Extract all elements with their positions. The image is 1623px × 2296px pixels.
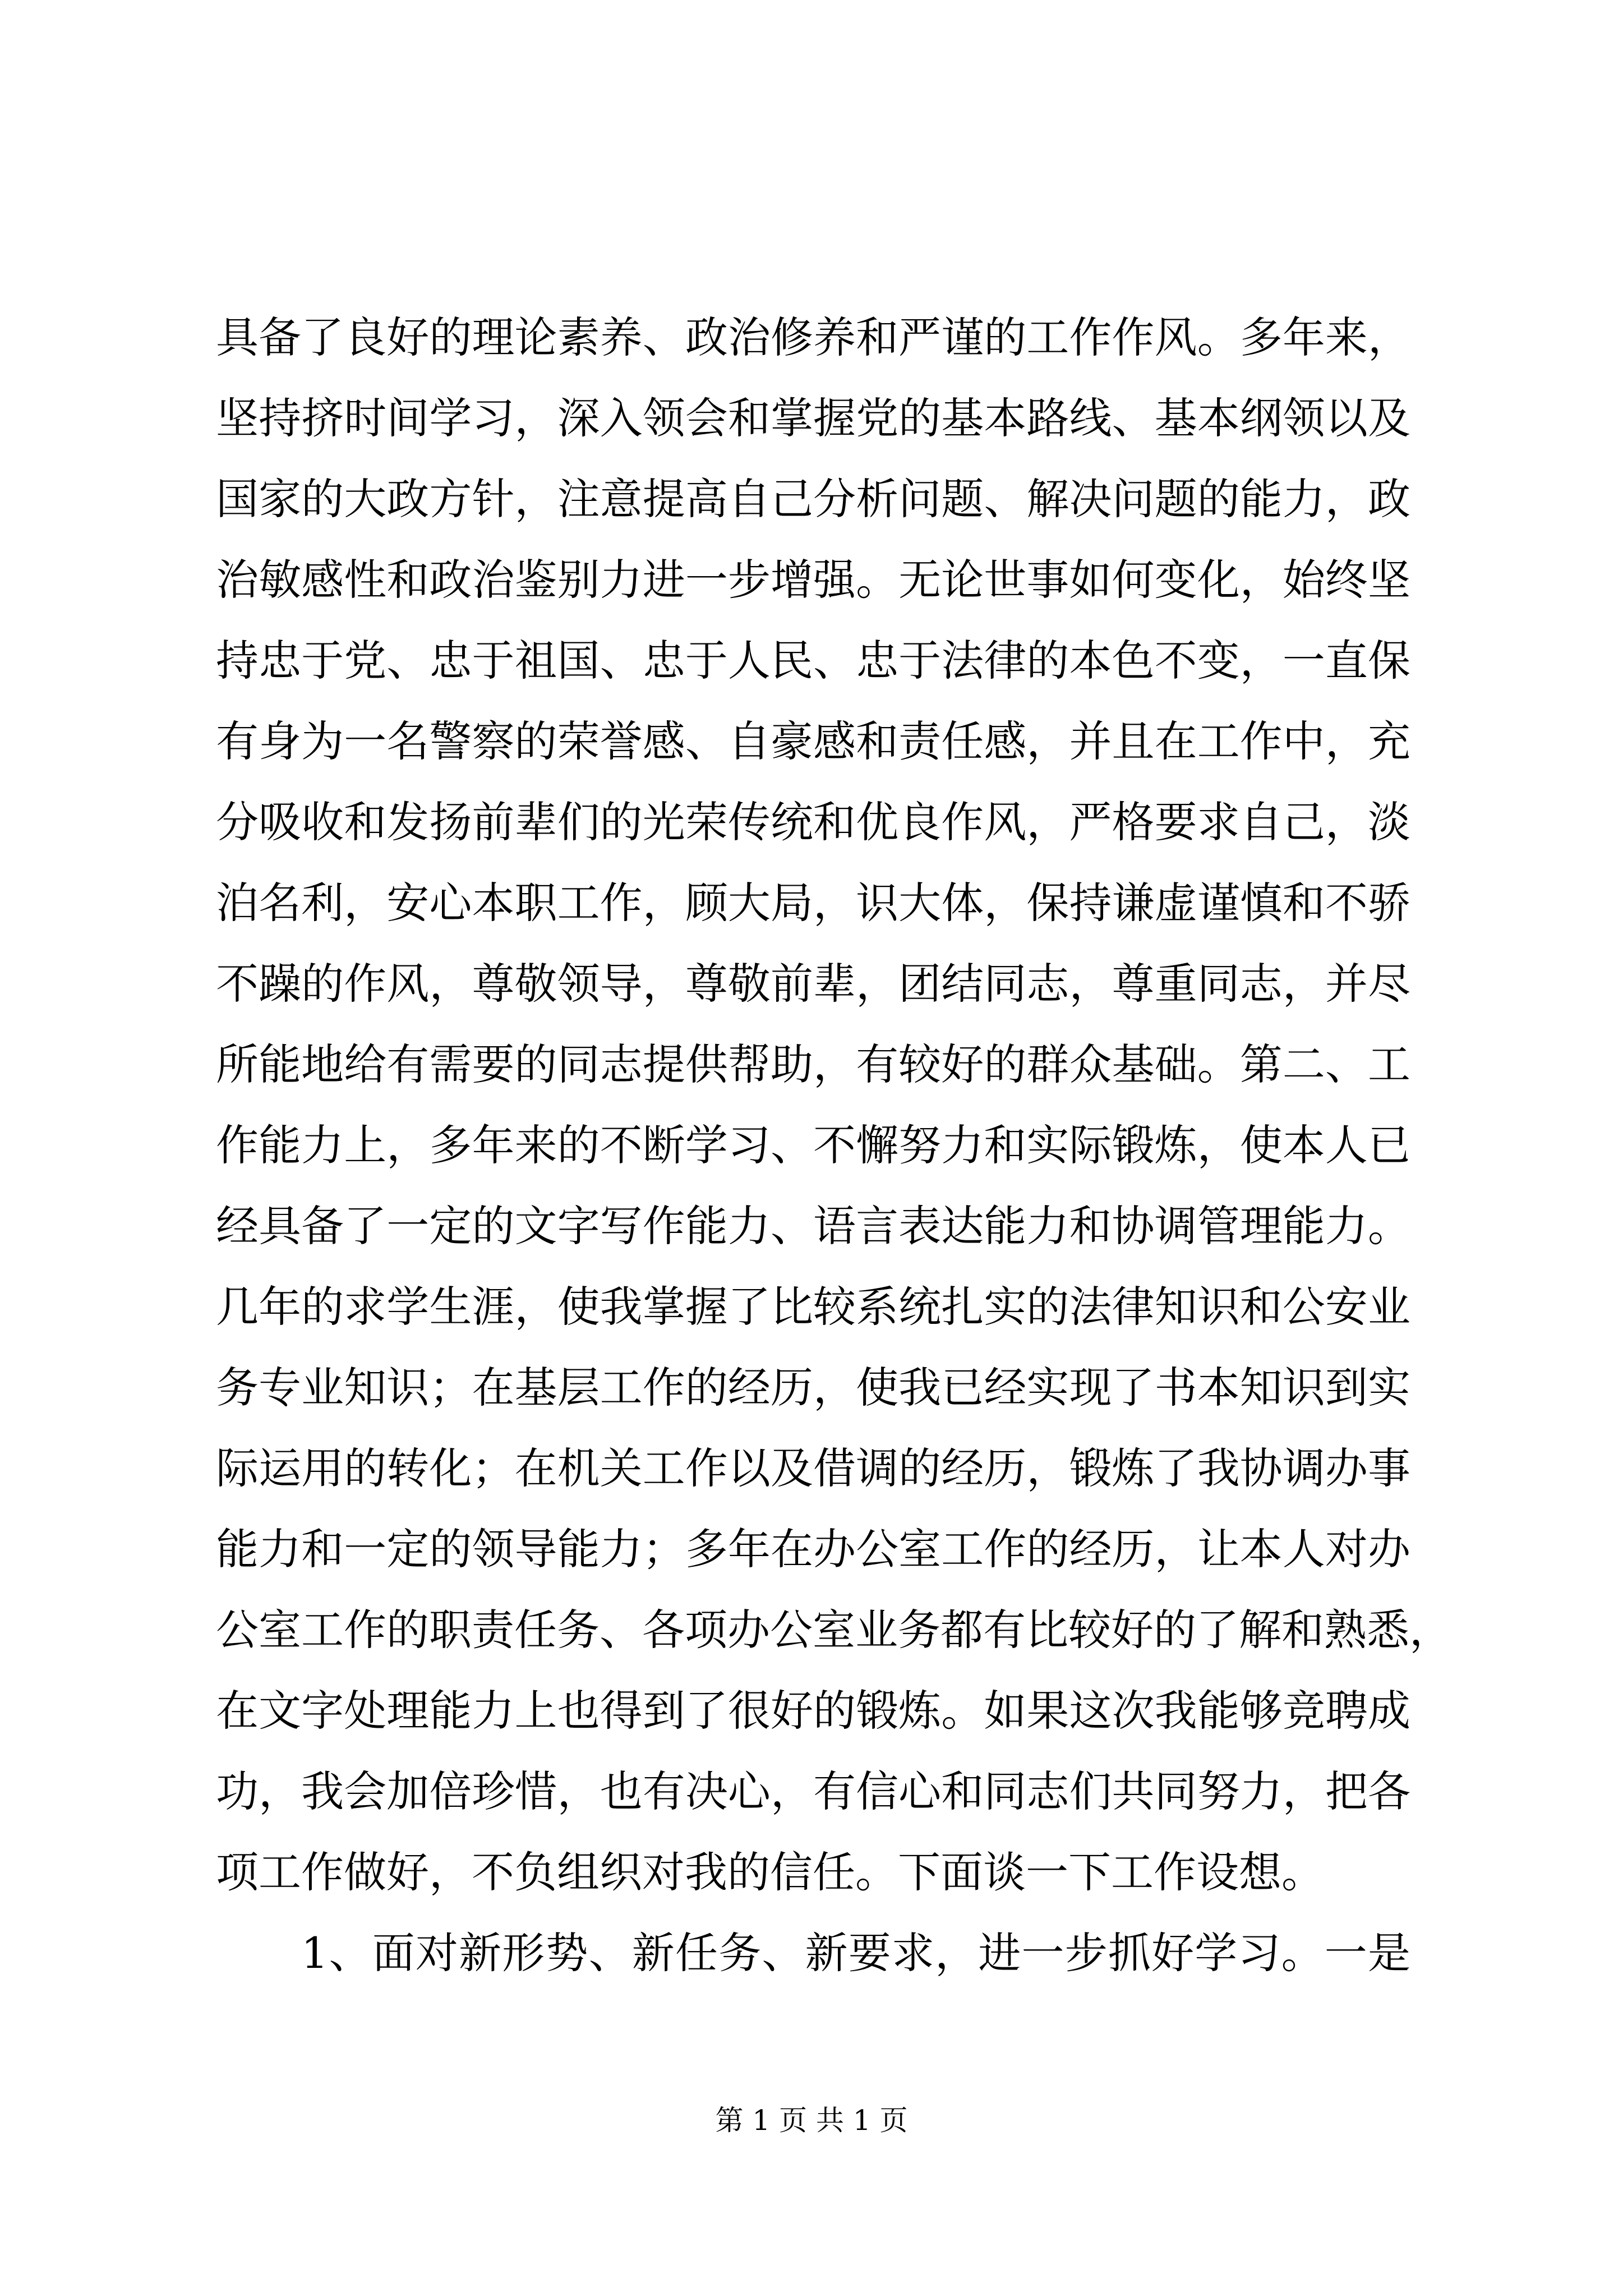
text-line-9: 不躁的作风，尊敬领导，尊敬前辈，团结同志，尊重同志，并尽	[216, 959, 1410, 1009]
text-line-21: 1、面对新形势、新任务、新要求，进一步抓好学习。一是	[301, 1928, 1410, 1978]
text-line-13: 几年的求学生涯，使我掌握了比较系统扎实的法律知识和公安业	[216, 1282, 1410, 1332]
text-line-2: 坚持挤时间学习，深入领会和掌握党的基本路线、基本纲领以及	[216, 393, 1410, 443]
text-line-1: 具备了良好的理论素养、政治修养和严谨的工作作风。多年来，	[216, 312, 1410, 362]
text-line-19: 功，我会加倍珍惜，也有决心，有信心和同志们共同努力，把各	[216, 1766, 1410, 1816]
text-line-15: 际运用的转化；在机关工作以及借调的经历，锻炼了我协调办事	[216, 1443, 1410, 1493]
text-line-5: 持忠于党、忠于祖国、忠于人民、忠于法律的本色不变，一直保	[216, 636, 1410, 685]
text-line-8: 泊名利，安心本职工作，顾大局，识大体，保持谦虚谨慎和不骄	[216, 878, 1410, 928]
text-line-16: 能力和一定的领导能力；多年在办公室工作的经历，让本人对办	[216, 1524, 1410, 1574]
text-line-7: 分吸收和发扬前辈们的光荣传统和优良作风，严格要求自己，淡	[216, 797, 1410, 847]
text-line-6: 有身为一名警察的荣誉感、自豪感和责任感，并且在工作中，充	[216, 716, 1410, 766]
body-text	[216, 297, 1452, 1994]
text-line-14: 务专业知识；在基层工作的经历，使我已经实现了书本知识到实	[216, 1363, 1410, 1412]
text-line-4: 治敏感性和政治鉴别力进一步增强。无论世事如何变化，始终坚	[216, 555, 1410, 605]
text-line-3: 国家的大政方针，注意提高自己分析问题、解决问题的能力，政	[216, 474, 1410, 524]
text-line-12: 经具备了一定的文字写作能力、语言表达能力和协调管理能力。	[216, 1201, 1410, 1251]
page-footer: 第 1 页 共 1 页	[715, 2104, 908, 2137]
text-line-17: 公室工作的职责任务、各项办公室业务都有比较好的了解和熟悉，	[216, 1605, 1452, 1655]
text-line-10: 所能地给有需要的同志提供帮助，有较好的群众基础。第二、工	[216, 1039, 1410, 1089]
text-line-20: 项工作做好，不负组织对我的信任。下面谈一下工作设想。	[216, 1847, 1324, 1897]
text-line-18: 在文字处理能力上也得到了很好的锻炼。如果这次我能够竞聘成	[216, 1686, 1410, 1736]
text-line-11: 作能力上，多年来的不断学习、不懈努力和实际锻炼，使本人已	[216, 1120, 1410, 1170]
